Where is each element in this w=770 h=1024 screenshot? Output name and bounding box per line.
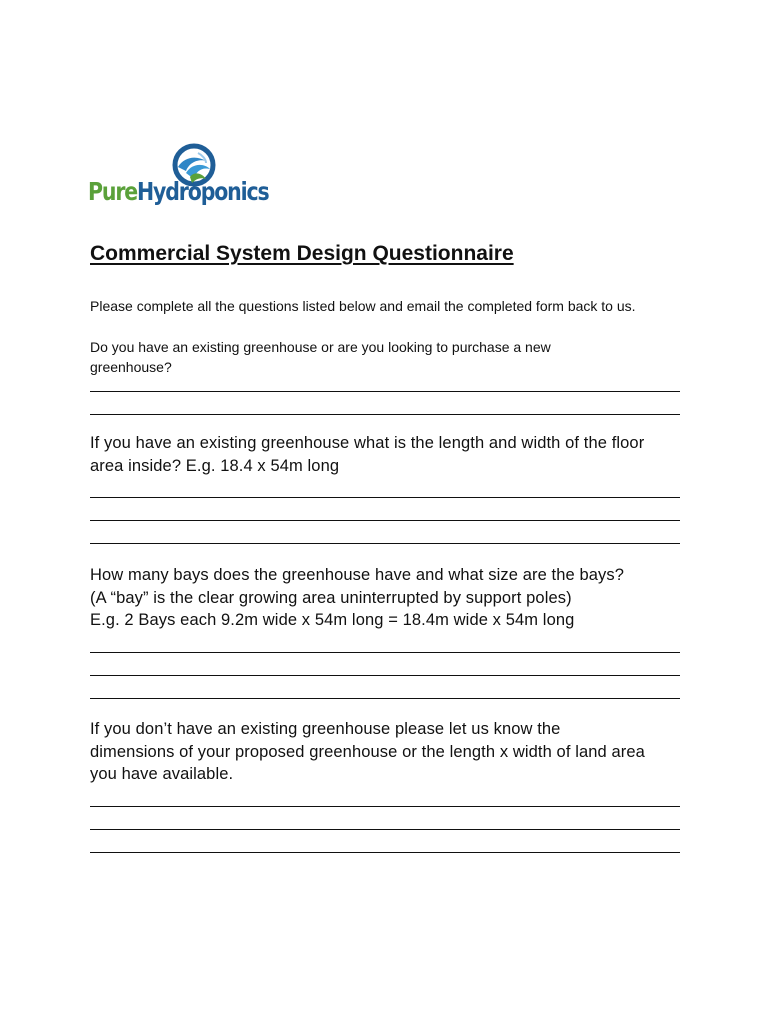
question-text: If you have an existing greenhouse what is the length and width of the floor area inside? E.g. 18.4 x 54m long bbox=[90, 434, 645, 475]
answer-line[interactable] bbox=[90, 653, 680, 676]
answer-line[interactable] bbox=[90, 369, 680, 392]
answer-line[interactable] bbox=[90, 630, 680, 653]
question-text: Do you have an existing greenhouse or are you looking to purchase a new greenhouse? bbox=[90, 339, 551, 375]
answer-line[interactable] bbox=[90, 521, 680, 544]
question-block-1 bbox=[90, 337, 690, 415]
answer-line[interactable] bbox=[90, 830, 680, 853]
intro-text: Please complete all the questions listed below and email the completed form back to us. bbox=[90, 298, 636, 314]
pure-hydroponics-logo bbox=[88, 143, 269, 213]
answer-line[interactable] bbox=[90, 784, 680, 807]
answer-line[interactable] bbox=[90, 498, 680, 521]
logo-word-pure: Pure bbox=[88, 177, 138, 206]
question-text: If you don’t have an existing greenhouse please let us know the dimensions of your proposed greenhouse or the length x width of land area you have available. bbox=[90, 720, 645, 783]
answer-line[interactable] bbox=[90, 807, 680, 830]
question-block-3 bbox=[90, 564, 690, 699]
answer-line[interactable] bbox=[90, 676, 680, 699]
logo-wordmark bbox=[88, 177, 269, 206]
answer-line[interactable] bbox=[90, 475, 680, 498]
question-block-2 bbox=[90, 432, 690, 544]
question-text: How many bays does the greenhouse have and what size are the bays? (A “bay” is the clear growing area uninterrupted by support poles) E.g. 2 Bays each 9.2m wide x 54m long = 18.4m wide x 54m long bbox=[90, 566, 625, 629]
question-block-4 bbox=[90, 718, 690, 853]
logo-word-hydroponics: Hydroponics bbox=[137, 177, 269, 206]
page-title: Commercial System Design Questionnaire bbox=[90, 242, 514, 265]
answer-line[interactable] bbox=[90, 392, 680, 415]
